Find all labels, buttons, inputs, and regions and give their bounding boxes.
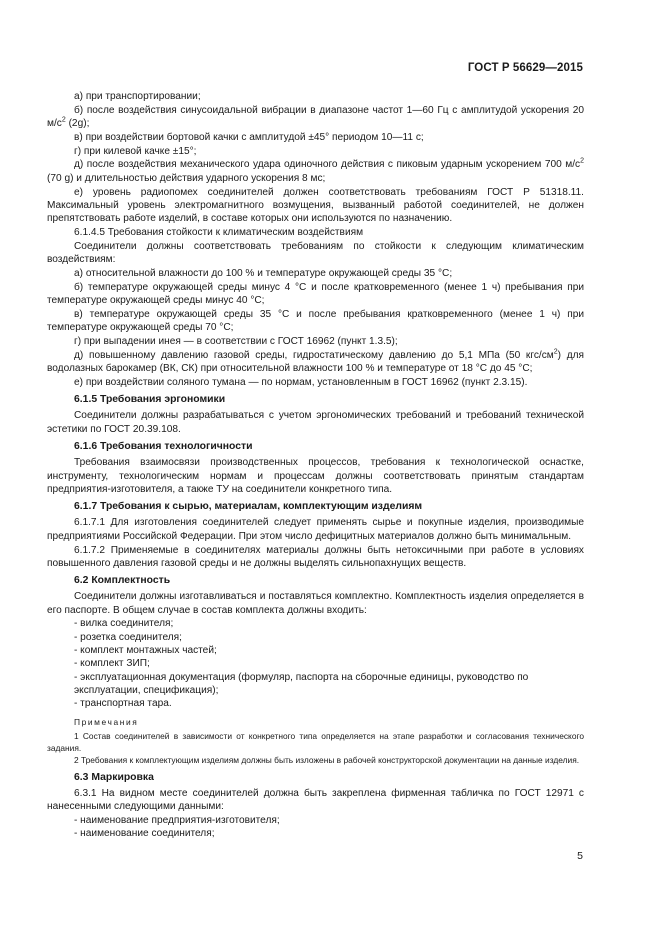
notes-title: Примечания [74,716,139,727]
paragraph: б) температуре окружающей среды минус 4 °С и после кратковременного (менее 1 ч) пребывания при температуре окружающей среды минус 40 °С; [47,281,584,306]
list-item: - комплект ЗИП; [74,658,150,670]
paragraph: а) относительной влажности до 100 % и температуре окружающей среды 35 °С; [74,267,453,279]
document-header: ГОСТ Р 56629—2015 [467,62,583,74]
list-item: - комплект монтажных частей; [74,645,217,657]
page-body [47,90,584,841]
paragraph: а) при транспортировании; [74,91,201,102]
paragraph: г) при выпадении инея — в соответствии с ГОСТ 16962 (пункт 1.3.5); [74,335,398,347]
paragraph: Соединители должны соответствовать требованиям по стойкости к следующим климатическим воздействиям: [47,240,584,266]
paragraph: д) повышенному давлению газовой среды, гидростатическому давлению до 5,1 МПа (50 кгс/$см^2$) для водолазных барокамер (ВК, СК) при относительной влажности 100 % и температуре от 18 °С до 45 °С; [47,348,584,374]
paragraph: 6.1.7.1 Для изготовления соединителей следует применять сырье и покупные изделия, производимые предприятиями Российской Федерации. При этом число дефицитных материалов должно быть минимальным. [47,517,584,542]
paragraph: 6.3.1 На видном месте соединителей должна быть закреплена фирменная табличка по ГОСТ 12971 с нанесенными следующими данными: [47,788,584,813]
paragraph: Соединители должны изготавливаться и поставляться комплектно. Комплектность изделия определяется в его паспорте. В общем случае в состав комплекта должны входить: [47,591,584,616]
list-item: - наименование соединителя; [74,828,215,840]
list-item: - вилка соединителя; [74,618,174,630]
note: 2 Требования к комплектующим изделиям должны быть изложены в рабочей конструкторской документации на данные изделия. [74,755,580,766]
paragraph: д) после воздействия механического удара одиночного действия с пиковым ударным ускорением 700 $м/с^2$ (70 g) и длительностью действия ударного ускорения 8 мс; [47,158,584,184]
list-item: - наименование предприятия-изготовителя; [74,815,280,827]
note: 1 Состав соединителей в зависимости от конкретного типа определяется на этапе разработки и согласования технического задания. [47,730,584,754]
paragraph: г) при килевой качке ±15°; [74,145,197,157]
section-heading: 6.1.7 Требования к сырью, материалам, комплектующим изделиям [74,501,423,513]
section-heading: 6.1.6 Требования технологичности [74,440,253,452]
paragraph: в) при воздействии бортовой качки с амплитудой ±45° периодом 10—11 с; [74,131,424,143]
list-item: - транспортная тара. [74,698,172,710]
section-heading: 6.3 Маркировка [74,771,154,783]
paragraph: 6.1.4.5 Требования стойкости к климатическим воздействиям [74,226,364,238]
paragraph: Соединители должны разрабатываться с учетом эргономических требований и требований технической эстетики по ГОСТ 20.39.108. [47,410,584,435]
list-item: - розетка соединителя; [74,631,182,643]
paragraph: Требования взаимосвязи производственных процессов, требования к технологической оснастке, инструменту, технологическим нормам и процессам должны соответствовать принятым стандартам предприятия-изготовителя, а также ТУ на соединители конкретного типа. [47,457,584,495]
paragraph: е) при воздействии соляного тумана — по нормам, установленным в ГОСТ 16962 (пункт 2.3.15). [74,376,528,388]
section-heading: 6.1.5 Требования эргономики [74,394,226,406]
paragraph: б) после воздействия синусоидальной вибрации в диапазоне частот 1—60 Гц с амплитудой ускорения 20 $м/с^2$ (2g); [47,104,584,130]
section-heading: 6.2 Комплектность [74,575,171,587]
paragraph: в) температуре окружающей среды 35 °С и после пребывания кратковременного (менее 1 ч) при температуре окружающей среды 70 °С; [47,308,584,334]
page-number: 5 [577,850,583,862]
paragraph: 6.1.7.2 Применяемые в соединителях материалы должны быть нетоксичными при работе в условиях повышенного давления газовой среды и не должны выделять сильнопахнущих веществ. [47,544,584,569]
paragraph: е) уровень радиопомех соединителей должен соответствовать требованиям ГОСТ Р 51318.11. Максимальный уровень электромагнитного возмущения, вызванный работой соединителей, не должен препятствовать работе изделий, в составе которых они используются по назначению. [47,186,584,225]
list-item: - эксплуатационная документация (формуляр, паспорта на сборочные единицы, руководство по эксплуатации, спецификация); [74,671,529,696]
